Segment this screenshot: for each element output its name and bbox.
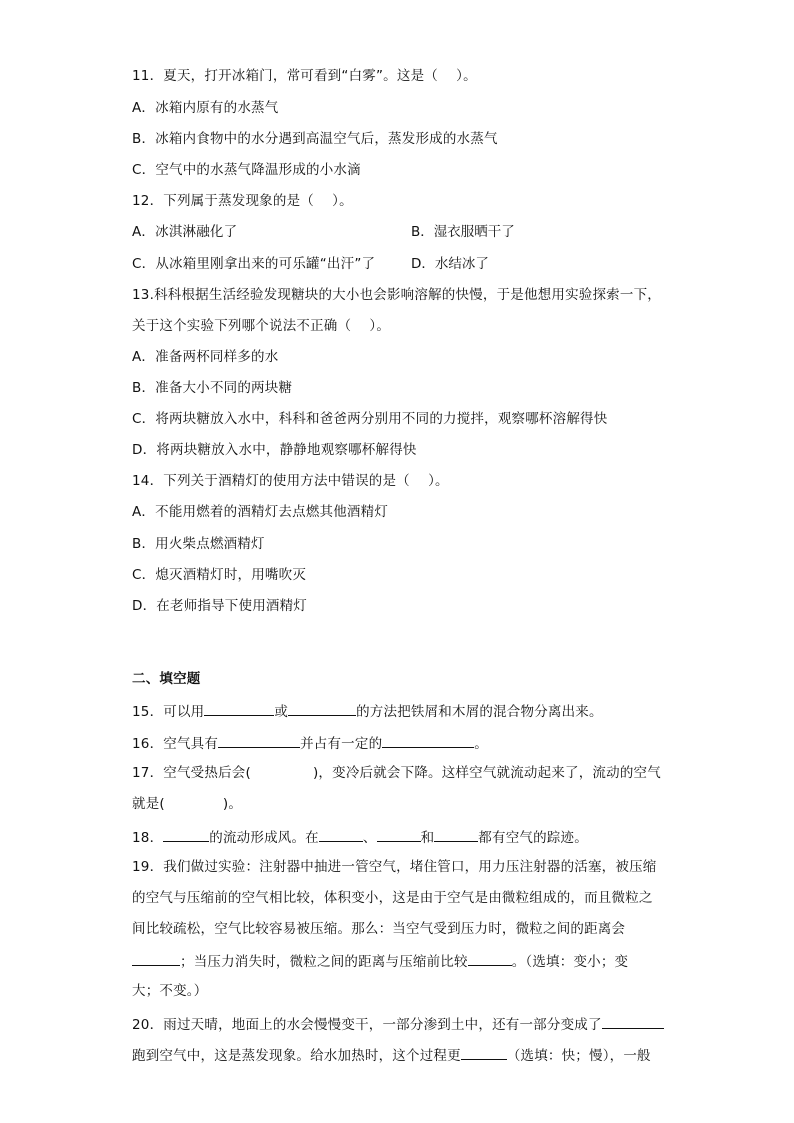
q13-option-b: B．准备大小不同的两块糖 (132, 380, 293, 396)
q12-option-a: A．冰淇淋融化了 (132, 224, 238, 240)
q20-line2 (132, 1044, 651, 1066)
q16 (132, 732, 488, 754)
q14-option-a: A．不能用燃着的酒精灯去点燃其他酒精灯 (132, 504, 389, 520)
q11-option-a: A．冰箱内原有的水蒸气 (132, 100, 279, 116)
q18-text-4: 和 (420, 830, 435, 846)
q19-line2: 的空气与压缩前的空气相比较，体积变小，这是由于空气是由微粒组成的，而且微粒之 (132, 890, 653, 906)
q19-text-4b: 。（选填：变小；变 (511, 954, 629, 970)
q14-stem: 14．下列关于酒精灯的使用方法中错误的是（ ）。 (132, 473, 449, 489)
q19-blank-1[interactable] (132, 950, 180, 966)
q20-text-1: 20．雨过天晴，地面上的水会慢慢变干，一部分渗到土中，还有一部分变成了 (132, 1017, 602, 1033)
q19-line3: 间比较疏松，空气比较容易被压缩。那么：当空气受到压力时，微粒之间的距离会 (132, 921, 626, 937)
q12-option-d: D．水结冰了 (411, 256, 489, 272)
q17-line2 (132, 794, 242, 814)
q17-line1 (132, 763, 661, 783)
q19-line1: 19．我们做过实验：注射器中抽进一管空气，堵住管口，用力压注射器的活塞，被压缩 (132, 859, 657, 875)
q20-blank-1[interactable] (602, 1013, 664, 1029)
q18-text-5: 都有空气的踪迹。 (478, 830, 588, 846)
q12-stem: 12．下列属于蒸发现象的是（ ）。 (132, 193, 353, 209)
q11-stem: 11．夏天，打开冰箱门，常可看到“白雾”。这是（ ）。 (132, 68, 477, 84)
q12-option-b: B．湿衣服晒干了 (411, 224, 515, 240)
q20-line1 (132, 1013, 664, 1035)
q13-option-d: D．将两块糖放入水中，静静地观察哪杯解得快 (132, 442, 417, 458)
q14-option-c: C．熄灭酒精灯时，用嘴吹灭 (132, 567, 307, 583)
q19-blank-2[interactable] (468, 950, 512, 966)
q15-text-1: 15．可以用 (132, 704, 205, 720)
q11-option-b: B．冰箱内食物中的水分遇到高温空气后，蒸发形成的水蒸气 (132, 131, 498, 147)
q19-text-4a: ；当压力消失时，微粒之间的距离与压缩前比较 (180, 954, 468, 970)
q16-blank-2[interactable] (382, 732, 474, 748)
q17-text-2: )，变冷后就会下降。这样空气就流动起来了，流动的空气 (312, 765, 661, 781)
q15 (132, 700, 603, 722)
q13-option-c: C．将两块糖放入水中，科科和爸爸两分别用不同的力搅拌，观察哪杯溶解得快 (132, 411, 608, 427)
q11-option-c: C．空气中的水蒸气降温形成的小水滴 (132, 162, 361, 178)
q19-line4 (132, 950, 628, 972)
q13-stem-line2: 关于这个实验下列哪个说法不正确（ ）。 (132, 318, 391, 334)
q16-text-3: 。 (474, 736, 488, 752)
q18-blank-1[interactable] (163, 826, 209, 842)
q16-text-1: 16．空气具有 (132, 736, 219, 752)
section-fill-in-heading: 二、填空题 (132, 671, 201, 687)
q15-text-2: 或 (274, 704, 289, 720)
q18-text-3: 、 (362, 830, 377, 846)
q15-blank-1[interactable] (204, 700, 274, 716)
q14-option-d: D．在老师指导下使用酒精灯 (132, 598, 307, 614)
q18-blank-2[interactable] (319, 826, 363, 842)
q18-blank-4[interactable] (434, 826, 478, 842)
q20-blank-2[interactable] (461, 1044, 507, 1060)
q15-blank-2[interactable] (288, 700, 356, 716)
q12-option-c: C．从冰箱里刚拿出来的可乐罐“出汗”了 (132, 256, 376, 272)
q15-text-3: 的方法把铁屑和木屑的混合物分离出来。 (356, 704, 603, 720)
q18-blank-3[interactable] (377, 826, 421, 842)
q13-stem-line1: 13.科科根据生活经验发现糖块的大小也会影响溶解的快慢，于是他想用实验探索一下， (132, 287, 661, 303)
q13-option-a: A．准备两杯同样多的水 (132, 349, 279, 365)
q18-text-2: 的流动形成风。在 (209, 830, 319, 846)
q18-text-1: 18． (132, 830, 164, 846)
q16-blank-1[interactable] (218, 732, 300, 748)
q17-text-3: 就是( (132, 796, 165, 812)
q17-text-4: )。 (222, 796, 243, 812)
q19-line5: 大；不变。） (132, 983, 208, 999)
q20-text-2a: 跑到空气中，这是蒸发现象。给水加热时，这个过程更 (132, 1048, 461, 1064)
q18 (132, 826, 588, 848)
q20-text-2b: （选填：快；慢），一般 (506, 1048, 651, 1064)
q17-text-1: 17．空气受热后会( (132, 765, 251, 781)
q14-option-b: B．用火柴点燃酒精灯 (132, 536, 265, 552)
q16-text-2: 并占有一定的 (300, 736, 383, 752)
